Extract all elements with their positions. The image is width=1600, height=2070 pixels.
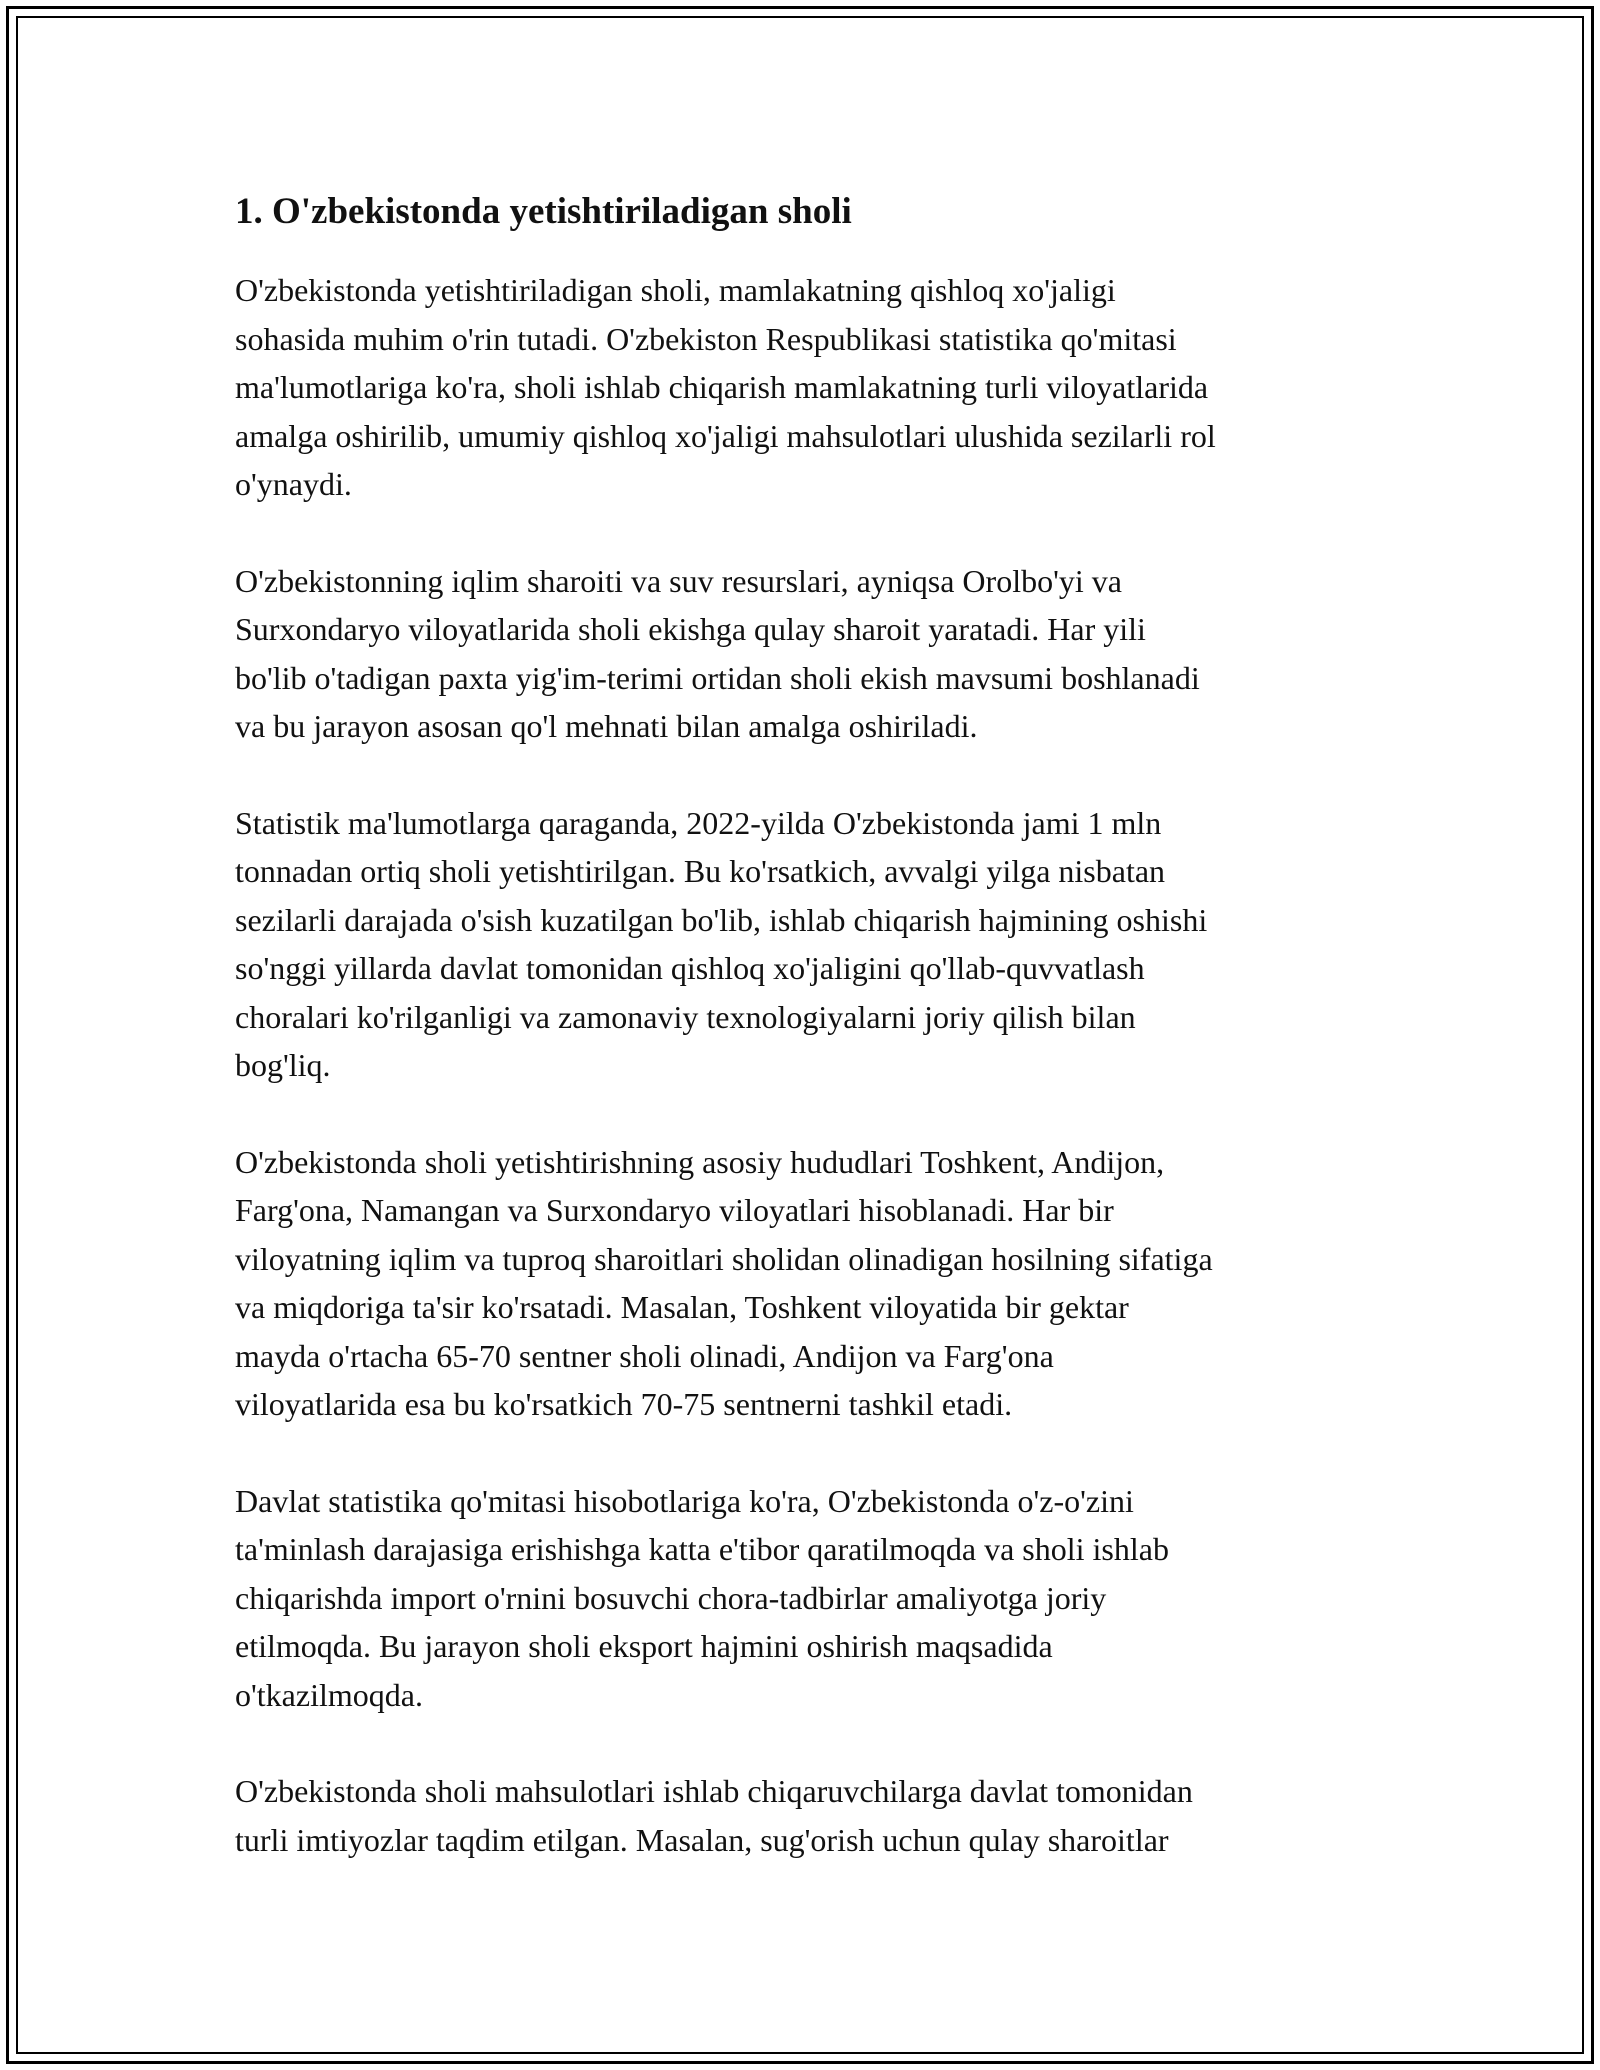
paragraph-2 [235,557,1365,751]
document-body [235,188,1365,1912]
paragraph-1 [235,266,1365,509]
paragraph-4 [235,1138,1365,1429]
text-line: va bu jarayon asosan qo'l mehnati bilan amalga oshiriladi. [235,708,978,744]
text-line: mayda o'rtacha 65-70 sentner sholi olinadi, Andijon va Farg'ona [235,1337,1054,1374]
text-line: viloyatlarida esa bu ko'rsatkich 70-75 sentnerni tashkil etadi. [235,1386,1013,1422]
text-line: ma'lumotlariga ko'ra, sholi ishlab chiqarish mamlakatning turli viloyatlarida [235,369,1209,405]
text-line: Farg'ona, Namangan va Surxondaryo viloyatlari hisoblanadi. Har bir [235,1192,1114,1228]
text-line: bo'lib o'tadigan paxta yig'im-terimi ortidan sholi ekish mavsumi boshlanadi [235,659,1200,696]
text-line: va miqdoriga ta'sir ko'rsatadi. Masalan, Toshkent viloyatida bir gektar [235,1289,1129,1325]
paragraph-3 [235,799,1365,1090]
text-line: viloyatning iqlim va tuproq sharoitlari sholidan olinadigan hosilning sifatiga [235,1240,1213,1277]
paragraph-6 [235,1767,1365,1864]
text-line: sohasida muhim o'rin tutadi. O'zbekiston Respublikasi statistika qo'mitasi [235,320,1177,357]
paragraph-5 [235,1477,1365,1720]
text-line: O'zbekistonda sholi mahsulotlari ishlab chiqaruvchilarga davlat tomonidan [235,1773,1193,1809]
text-line: sezilarli darajada o'sish kuzatilgan bo'lib, ishlab chiqarish hajmining oshishi [235,901,1208,938]
text-line: amalga oshirilib, umumiy qishloq xo'jaligi mahsulotlari ulushida sezilarli rol [235,417,1216,454]
text-line: bog'liq. [235,1047,331,1083]
text-line: O'zbekistonda sholi yetishtirishning asosiy hududlari Toshkent, Andijon, [235,1143,1165,1180]
text-line: Statistik ma'lumotlarga qaraganda, 2022-yilda O'zbekistonda jami 1 mln [235,804,1162,841]
text-line: etilmoqda. Bu jarayon sholi eksport hajmini oshirish maqsadida [235,1628,1053,1664]
text-line: o'ynaydi. [235,466,352,502]
text-line: Davlat statistika qo'mitasi hisobotlariga ko'ra, O'zbekistonda o'z-o'zini [235,1482,1134,1519]
text-line: turli imtiyozlar taqdim etilgan. Masalan, sug'orish uchun qulay sharoitlar [235,1821,1169,1858]
text-line: Surxondaryo viloyatlarida sholi ekishga qulay sharoit yaratadi. Har yili [235,611,1146,647]
text-line: o'tkazilmoqda. [235,1676,423,1713]
text-line: ta'minlash darajasiga erishishga katta e'tibor qaratilmoqda va sholi ishlab [235,1531,1169,1567]
text-line: so'nggi yillarda davlat tomonidan qishloq xo'jaligini qo'llab-quvvatlash [235,950,1145,986]
text-line: O'zbekistonning iqlim sharoiti va suv resurslari, ayniqsa Orolbo'yi va [235,562,1122,599]
section-heading: 1. O'zbekistonda yetishtiriladigan sholi [235,191,852,232]
text-line: choralari ko'rilganligi va zamonaviy texnologiyalarni joriy qilish bilan [235,998,1136,1035]
text-line: O'zbekistonda yetishtiriladigan sholi, mamlakatning qishloq xo'jaligi [235,272,1116,308]
text-line: chiqarishda import o'rnini bosuvchi chora-tadbirlar amaliyotga joriy [235,1579,1107,1616]
text-line: tonnadan ortiq sholi yetishtirilgan. Bu ko'rsatkich, avvalgi yilga nisbatan [235,853,1166,889]
